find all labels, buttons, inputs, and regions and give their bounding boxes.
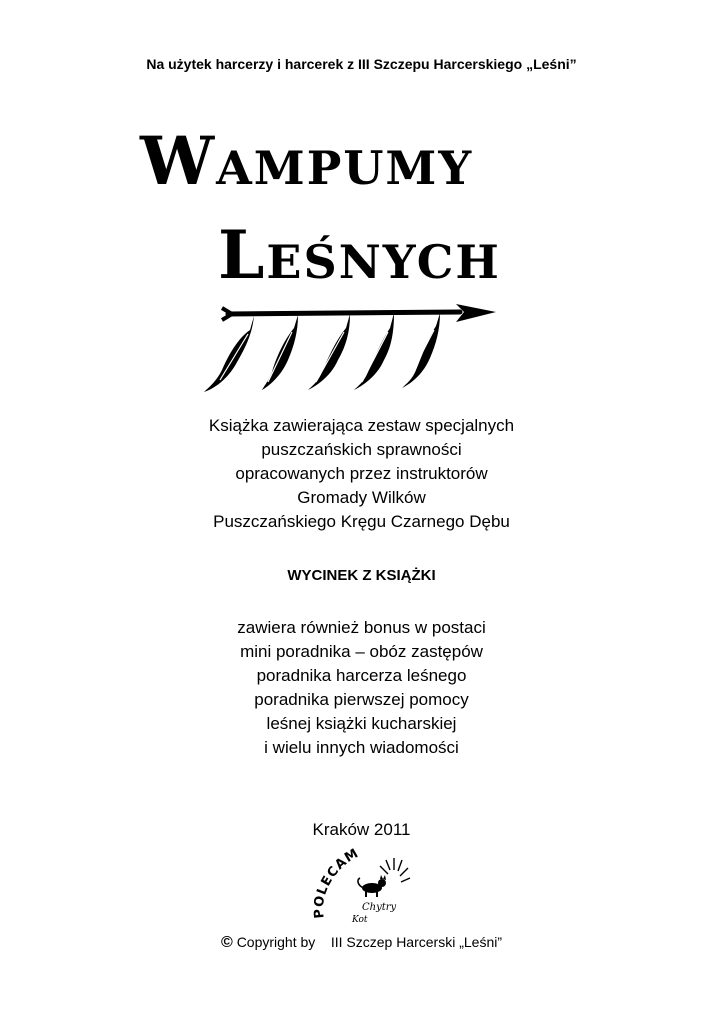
bonus-list <box>0 616 723 760</box>
copyright-symbol: © <box>221 934 233 951</box>
bonus-line: leśnej książki kucharskiej <box>266 714 457 733</box>
header-dedication: Na użytek harcerzy i harcerek z III Szczepu Harcerskiego „Leśni” <box>146 56 577 72</box>
place-and-date: Kraków 2011 <box>312 820 411 839</box>
svg-text:POLECAM <box>312 846 362 919</box>
bonus-line: poradnika pierwszej pomocy <box>254 690 469 709</box>
book-description <box>0 414 723 534</box>
excerpt-label: WYCINEK Z KSIĄŻKI <box>287 567 436 584</box>
stamp-arc-text: POLECAM <box>311 845 362 920</box>
feathered-arrow-icon <box>198 300 498 396</box>
copyright-notice <box>0 934 723 952</box>
copyright-text: Copyright by III Szczep Harcerski „Leśni” <box>236 934 502 950</box>
bonus-line: mini poradnika – obóz zastępów <box>240 642 483 661</box>
bonus-line: zawiera również bonus w postaci <box>237 618 486 637</box>
description-line: opracowanych przez instruktorów <box>235 464 488 483</box>
cat-icon <box>358 875 386 897</box>
title-line-1: Wampumy <box>140 122 474 200</box>
description-line: Gromady Wilków <box>297 488 426 507</box>
title-line-2: Leśnych <box>218 216 501 294</box>
description-line: puszczańskich sprawności <box>261 440 462 459</box>
description-line: Puszczańskiego Kręgu Czarnego Dębu <box>213 512 510 531</box>
bonus-line: i wielu innych wiadomości <box>264 738 459 757</box>
stamp-line-1: Chytry <box>362 902 397 913</box>
bonus-line: poradnika harcerza leśnego <box>256 666 467 685</box>
stamp-line-2: Kot <box>352 915 368 925</box>
description-line: Książka zawierająca zestaw specjalnych <box>208 416 515 435</box>
recommendation-stamp <box>310 844 414 926</box>
